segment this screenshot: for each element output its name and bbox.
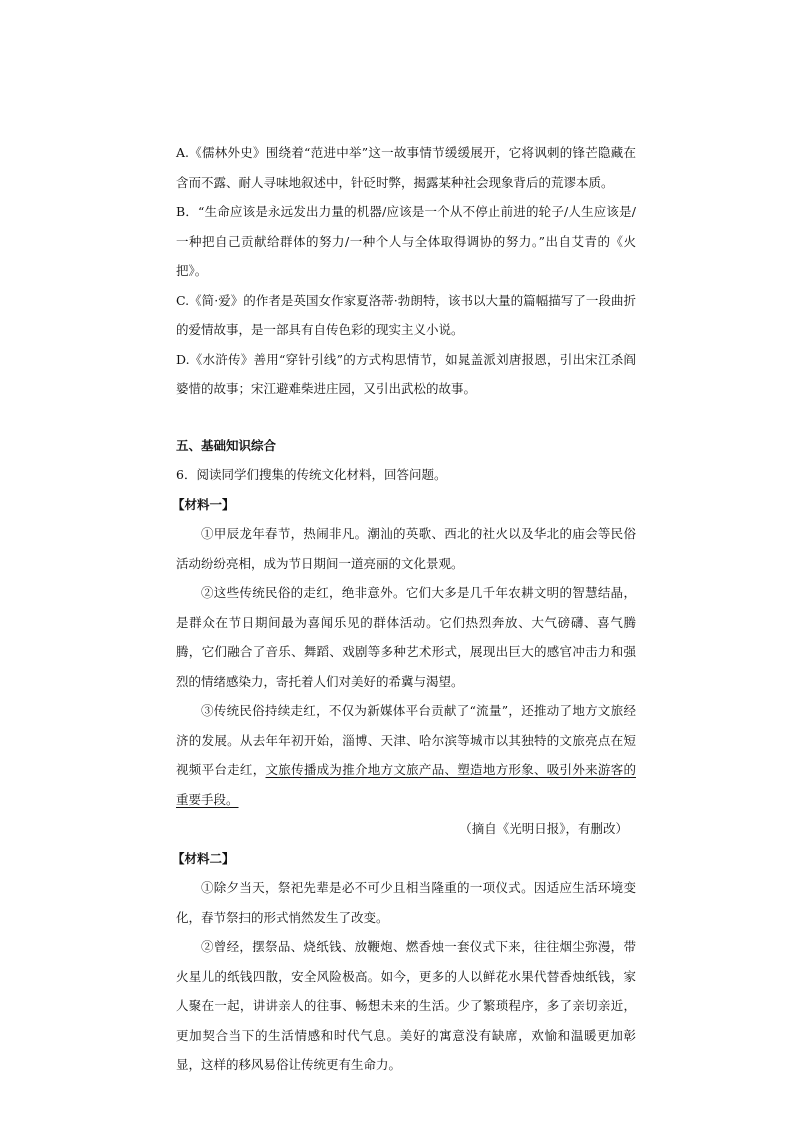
underlined-sentence: 文旅传播成为推介地方文旅产品、塑造地方形象、吸引外来游客的重要手段。	[176, 762, 636, 807]
material-one-paragraph-2: ②这些传统民俗的走红，绝非意外。它们大多是几千年农耕文明的智慧结晶，是群众在节日期间最为喜闻乐见的群体活动。它们热烈奔放、大气磅礴、喜气腾腾，它们融合了音乐、舞蹈、戏剧等多种艺术形式，展现出巨大的感官冲击力和强烈的情绪感染力，寄托着人们对美好的希冀与渴望。	[176, 585, 636, 689]
material-one-label: 【材料一】	[172, 496, 235, 512]
material-two-paragraph-2: ②曾经，摆祭品、烧纸钱、放鞭炮、燃香烛一套仪式下来，往往烟尘弥漫，带火星儿的纸钱四散，安全风险极高。如今，更多的人以鲜花水果代替香烛纸钱，家人聚在一起，讲讲亲人的往事、畅想未来的生活。少了繁琐程序，多了亲切亲近，更加契合当下的生活情感和时代气息。美好的寓意没有缺席，欢愉和温暖更加彰显，这样的移风易俗让传统更有生命力。	[176, 939, 636, 1072]
material-two-label: 【材料二】	[172, 850, 235, 866]
section-title: 五、基础知识综合	[176, 437, 277, 453]
option-d: D.《水浒传》善用“穿针引线”的方式构思情节，如晁盖派刘唐报恩，引出宋江杀阎婆惜的故事；宋江避难柴进庄园，又引出武松的故事。	[176, 351, 636, 396]
source-citation: （摘自《光明日报》，有删改）	[459, 821, 628, 836]
option-a: A.《儒林外史》围绕着“范进中举”这一故事情节缓缓展开，它将讽刺的锋芒隐藏在含而不露、耐人寻味地叙述中，针砭时弊，揭露某种社会现象背后的荒谬本质。	[176, 145, 636, 190]
question-prompt: 6．阅读同学们搜集的传统文化材料，回答问题。	[176, 467, 447, 482]
option-c: C.《简·爱》的作者是英国女作家夏洛蒂·勃朗特，该书以大量的篇幅描写了一段曲折的爱情故事，是一部具有自传色彩的现实主义小说。	[176, 292, 636, 337]
material-one-paragraph-3	[176, 696, 636, 814]
page-content	[172, 138, 636, 1080]
material-one-paragraph-3-text: ③传统民俗持续走红，不仅为新媒体平台贡献了“流量”，还推动了地方文旅经济的发展。从去年年初开始，淄博、天津、哈尔滨等城市以其独特的文旅亮点在短视频平台走红，	[176, 703, 636, 777]
option-b: B．“生命应该是永远发出力量的机器/应该是一个从不停止前进的轮子/人生应该是/一种把自己贡献给群体的努力/一种个人与全体取得调协的努力。”出自艾青的《火把》。	[176, 204, 636, 278]
material-two-paragraph-1: ①除夕当天，祭祀先辈是必不可少且相当隆重的一项仪式。因适应生活环境变化，春节祭扫的形式悄然发生了改变。	[176, 880, 636, 925]
material-one-paragraph-1: ①甲辰龙年春节，热闹非凡。潮汕的英歌、西北的社火以及华北的庙会等民俗活动纷纷亮相，成为节日期间一道亮丽的文化景观。	[176, 526, 636, 571]
